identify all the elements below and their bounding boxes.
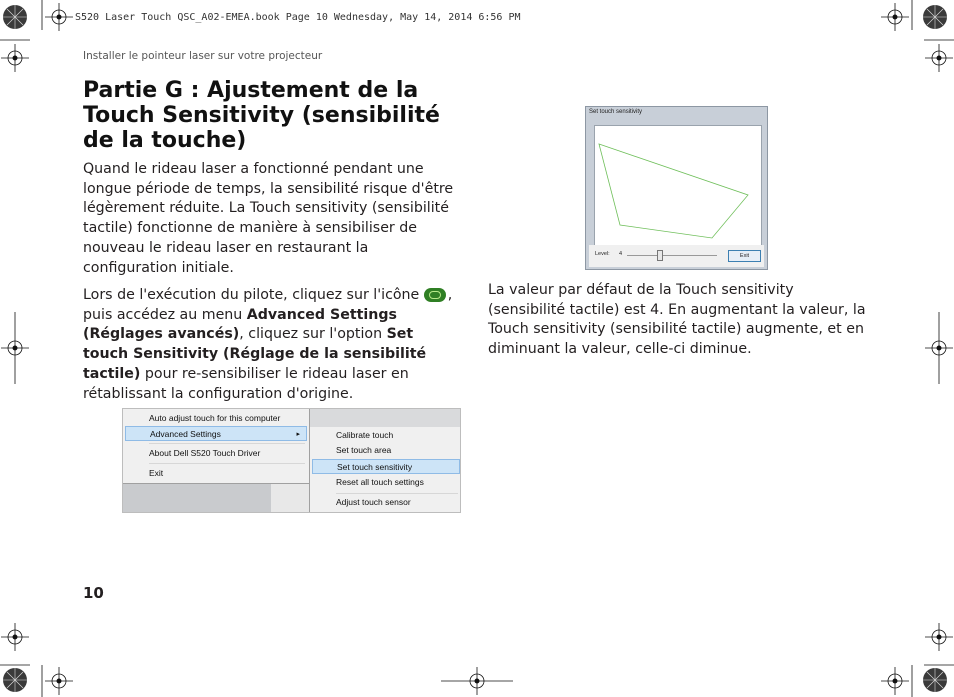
menu-separator [149, 443, 305, 444]
page-number: 10 [83, 584, 104, 602]
print-info-header: S520 Laser Touch QSC_A02-EMEA.book Page 10 Wednesday, May 14, 2014 6:56 PM [75, 12, 521, 23]
level-label: Level: [595, 251, 610, 257]
touch-area-polygon [595, 126, 761, 245]
submenu-item-adjust-sensor[interactable]: Adjust touch sensor [336, 497, 411, 507]
sensitivity-dialog-screenshot [585, 106, 768, 270]
intro-paragraph: Quand le rideau laser a fonctionné pendant une longue période de temps, la sensibilité risque d'être légèrement réduite. La Touch sensitivity (sensibilité tactile) fonctionne de manière à sensibiliser de nouveau le rideau laser en restaurant la configuration initiale. [83, 161, 454, 276]
window-edge [271, 483, 309, 512]
level-slider-track[interactable] [627, 255, 717, 256]
default-value-paragraph: La valeur par défaut de la Touch sensitivity (sensibilité tactile) est 4. En augmentant la valeur, la Touch sensitivity (sensibilité tactile) augmente, et en diminuant la valeur, celle-ci diminue. [488, 282, 866, 358]
advanced-settings-term: Advanced Settings (Réglages avancés) [83, 306, 397, 343]
menu-item-auto-adjust[interactable]: Auto adjust touch for this computer [149, 413, 281, 423]
submenu-item-touch-sensitivity[interactable]: Set touch sensitivity [312, 459, 460, 474]
running-header: Installer le pointeur laser sur votre projecteur [83, 50, 323, 62]
context-menu [123, 409, 310, 484]
submenu-item-calibrate[interactable]: Calibrate touch [336, 430, 394, 440]
menu-item-advanced-settings[interactable] [125, 426, 307, 441]
dialog-title: Set touch sensitivity [589, 109, 643, 115]
menu-separator [149, 463, 305, 464]
menu-item-about[interactable]: About Dell S520 Touch Driver [149, 448, 261, 458]
advanced-submenu [309, 427, 461, 512]
submenu-arrow-icon: ▸ [296, 431, 300, 438]
menu-item-advanced-label: Advanced Settings [150, 429, 221, 439]
instructions-paragraph [83, 286, 458, 404]
page-title: Partie G : Ajustement de la Touch Sensitivity (sensibilité de la touche) [83, 78, 440, 153]
exit-button[interactable]: Exit [728, 250, 761, 262]
desktop-background [123, 483, 271, 512]
instr-text-2: , puis accédez au menu [83, 287, 453, 323]
context-menu-screenshot [122, 408, 461, 513]
menu-item-exit[interactable]: Exit [149, 468, 164, 478]
touch-driver-icon [424, 288, 446, 302]
submenu-separator [336, 493, 458, 494]
level-slider-thumb[interactable] [657, 250, 663, 261]
submenu-item-reset[interactable]: Reset all touch settings [336, 477, 424, 487]
set-touch-sensitivity-term: Set touch Sensitivity (Réglage de la sensibilité tactile) [83, 326, 427, 382]
instr-text-3: , cliquez sur l'option [239, 326, 387, 343]
level-value: 4 [619, 251, 623, 257]
submenu-item-touch-area[interactable]: Set touch area [336, 445, 392, 455]
instr-text-4: pour re-sensibiliser le rideau laser en rétablissant la configuration d'origine. [83, 365, 409, 402]
instr-text-1: Lors de l'exécution du pilote, cliquez sur l'icône [83, 287, 424, 303]
dialog-controls [589, 245, 764, 267]
sensitivity-canvas [594, 125, 762, 246]
